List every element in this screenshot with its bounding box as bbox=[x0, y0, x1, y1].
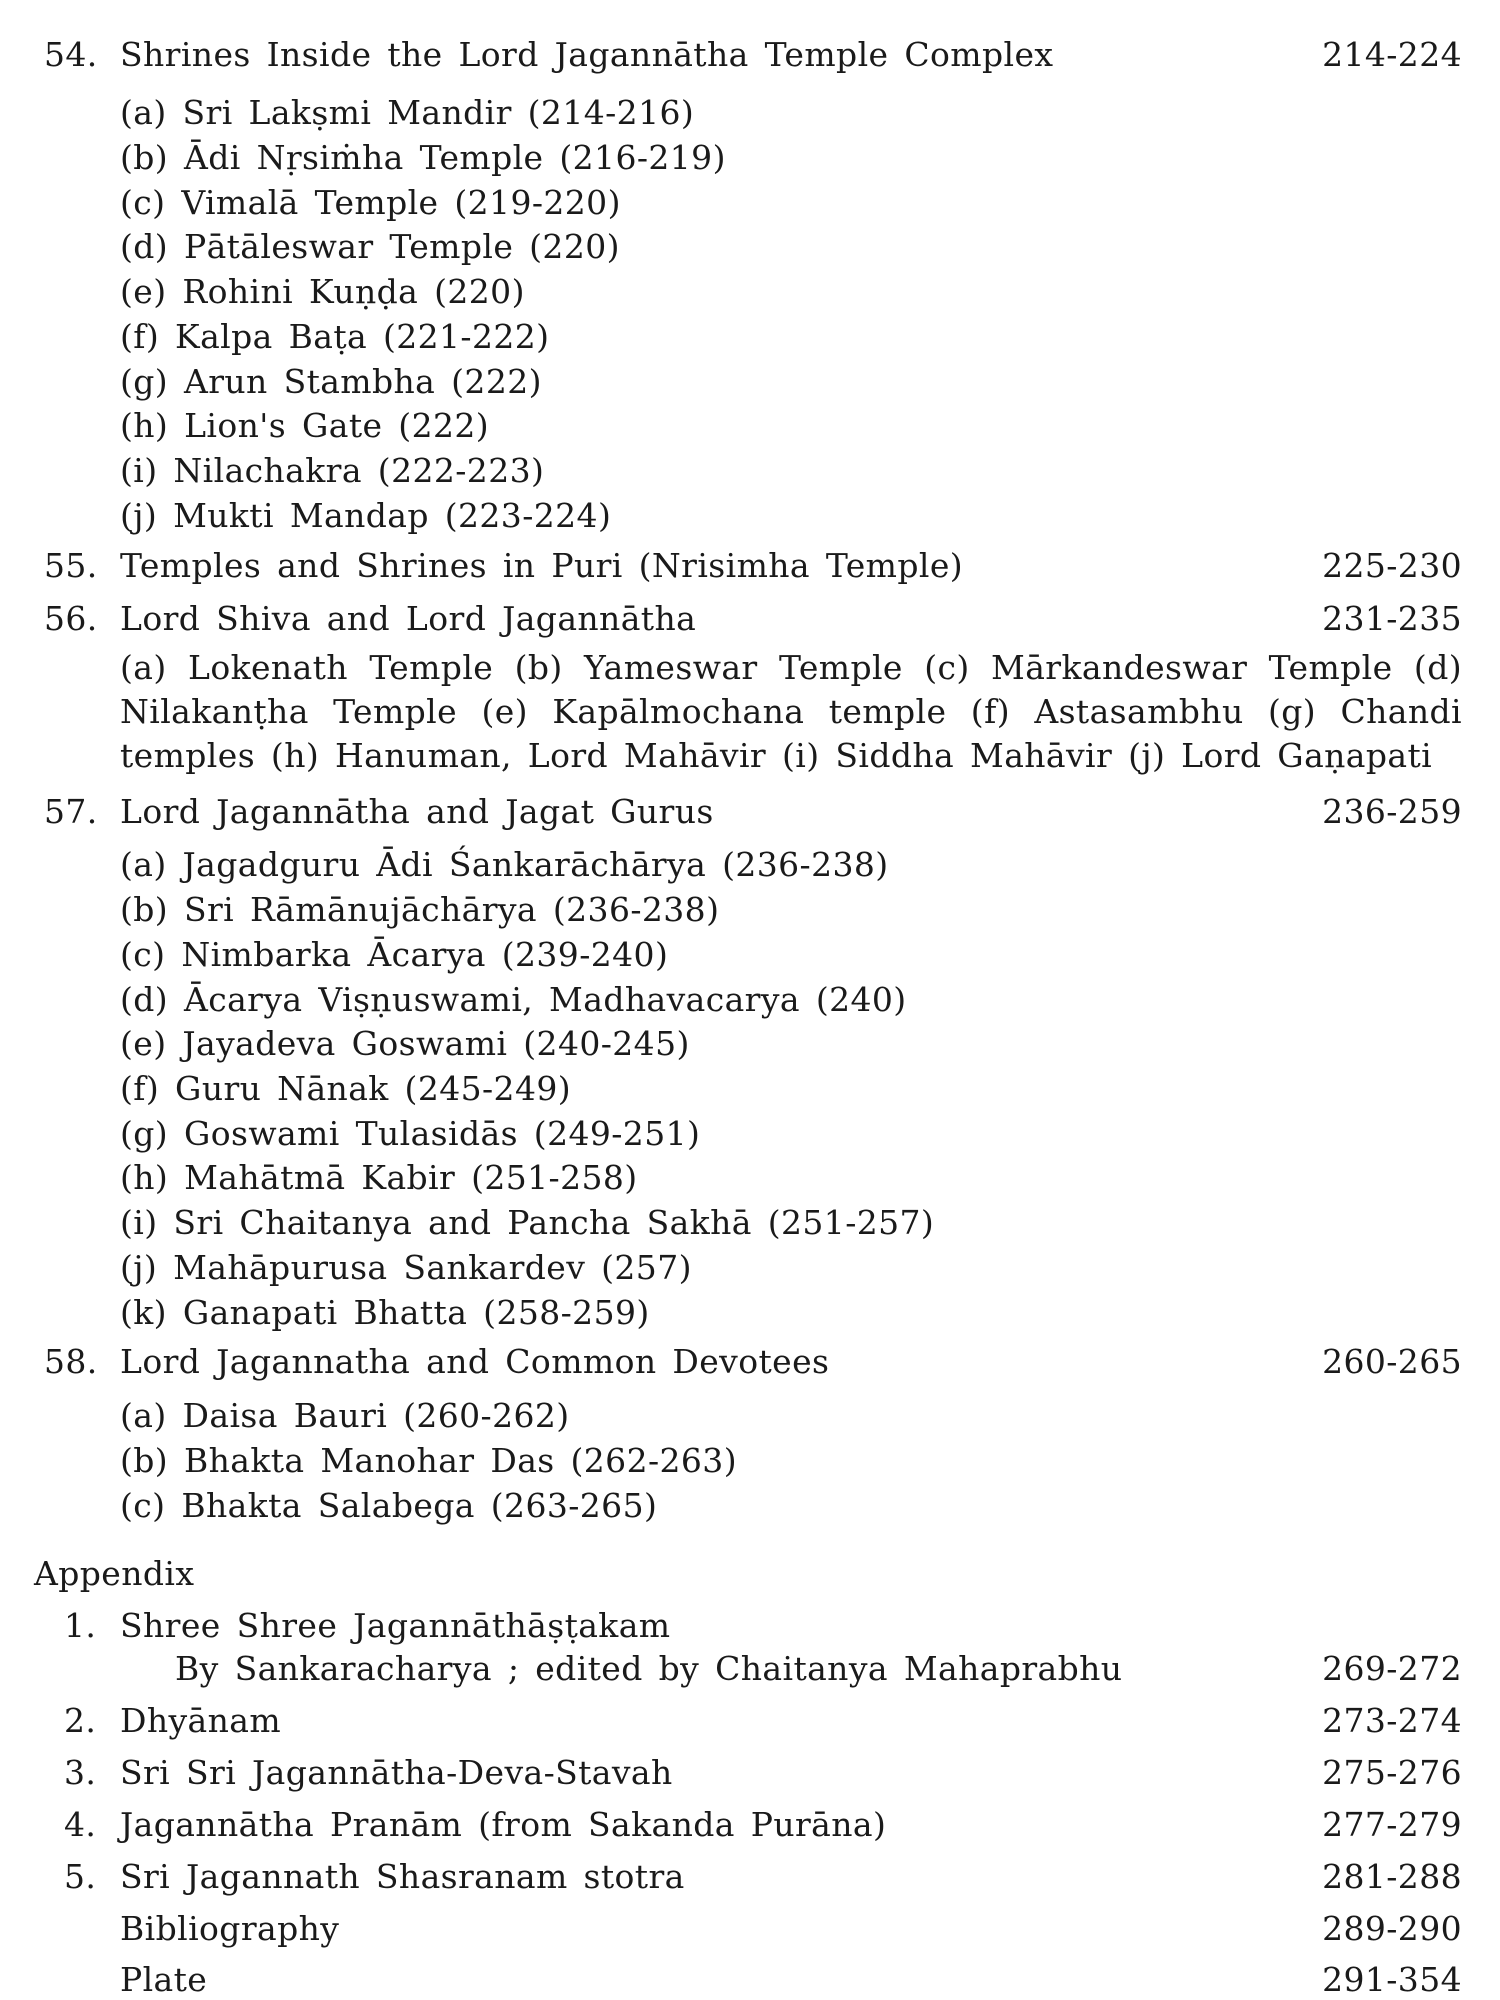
appendix-number: 1. bbox=[64, 1606, 97, 1645]
entry-pages: 214-224 bbox=[1322, 35, 1462, 74]
entry-title: Lord Shiva and Lord Jagannātha bbox=[120, 599, 697, 638]
sub-entry: (e) Jayadeva Goswami (240-245) bbox=[120, 1024, 690, 1063]
appendix-number: 4. bbox=[64, 1805, 97, 1844]
appendix-title: Dhyānam bbox=[120, 1701, 282, 1740]
entry-number: 55. bbox=[44, 546, 98, 585]
appendix-title: Sri Jagannath Shasranam stotra bbox=[120, 1857, 685, 1896]
entry-number: 57. bbox=[44, 792, 98, 831]
sub-entry: (i) Sri Chaitanya and Pancha Sakhā (251-257) bbox=[120, 1203, 935, 1242]
sub-entry: (h) Mahātmā Kabir (251-258) bbox=[120, 1158, 638, 1197]
entry-pages: 231-235 bbox=[1322, 599, 1462, 638]
sub-entry: (c) Nimbarka Ācarya (239-240) bbox=[120, 935, 669, 974]
appendix-title: Sri Sri Jagannātha-Deva-Stavah bbox=[120, 1753, 673, 1792]
sub-entry: (d) Ācarya Viṣṇuswami, Madhavacarya (240) bbox=[120, 980, 907, 1019]
appendix-number: 5. bbox=[64, 1857, 97, 1896]
appendix-pages: 275-276 bbox=[1322, 1753, 1462, 1792]
appendix-pages: 277-279 bbox=[1322, 1805, 1462, 1844]
appendix-pages: 269-272 bbox=[1322, 1649, 1462, 1688]
appendix-heading: Appendix bbox=[34, 1554, 195, 1593]
sub-entry: (k) Ganapati Bhatta (258-259) bbox=[120, 1293, 650, 1332]
appendix-subtitle: By Sankaracharya ; edited by Chaitanya Mahaprabhu bbox=[175, 1649, 1123, 1688]
appendix-title: Bibliography bbox=[120, 1909, 340, 1948]
appendix-title: Jagannātha Pranām (from Sakanda Purāna) bbox=[120, 1805, 887, 1844]
sub-entry: (f) Kalpa Baṭa (221-222) bbox=[120, 317, 550, 356]
sub-entry: (a) Daisa Bauri (260-262) bbox=[120, 1396, 570, 1435]
sub-entry: (j) Mahāpurusa Sankardev (257) bbox=[120, 1248, 692, 1287]
entry-pages: 225-230 bbox=[1322, 546, 1462, 585]
sub-entry: (i) Nilachakra (222-223) bbox=[120, 451, 545, 490]
sub-entry: (g) Arun Stambha (222) bbox=[120, 362, 542, 401]
appendix-pages: 289-290 bbox=[1322, 1909, 1462, 1948]
sub-entry: (d) Pātāleswar Temple (220) bbox=[120, 227, 620, 266]
sub-entry: (g) Goswami Tulasidās (249-251) bbox=[120, 1114, 701, 1153]
sub-entry: (a) Jagadguru Ādi Śankarāchārya (236-238) bbox=[120, 845, 889, 884]
appendix-pages: 273-274 bbox=[1322, 1701, 1462, 1740]
appendix-pages: 281-288 bbox=[1322, 1857, 1462, 1896]
sub-entry: (a) Sri Lakṣmi Mandir (214-216) bbox=[120, 93, 695, 132]
sub-entry: (b) Sri Rāmānujāchārya (236-238) bbox=[120, 890, 720, 929]
sub-entry: (h) Lion's Gate (222) bbox=[120, 406, 490, 445]
entry-number: 58. bbox=[44, 1342, 98, 1381]
entry-title: Lord Jagannātha and Jagat Gurus bbox=[120, 792, 714, 831]
entry-pages: 260-265 bbox=[1322, 1342, 1462, 1381]
appendix-title: Plate bbox=[120, 1960, 208, 1999]
appendix-title: Shree Shree Jagannāthāṣṭakam bbox=[120, 1606, 671, 1645]
sub-entry: (b) Bhakta Manohar Das (262-263) bbox=[120, 1441, 737, 1480]
sub-entry: (j) Mukti Mandap (223-224) bbox=[120, 496, 612, 535]
sub-entry-paragraph: (a) Lokenath Temple (b) Yameswar Temple (c) Mārkandeswar Temple (d) Nilakanṭha Temple (e) Kapālmochana temple (f) Astasambhu (g) Chandi temples (h) Hanuman, Lord Mahāvir (i) Siddha Mahāvir (j) Lord Gaṇapati bbox=[120, 648, 1462, 775]
sub-entry: (e) Rohini Kuṇḍa (220) bbox=[120, 272, 525, 311]
sub-entry: (b) Ādi Nṛsiṁha Temple (216-219) bbox=[120, 138, 726, 177]
sub-entry: (c) Vimalā Temple (219-220) bbox=[120, 183, 621, 222]
entry-pages: 236-259 bbox=[1322, 792, 1462, 831]
entry-title: Shrines Inside the Lord Jagannātha Temple Complex bbox=[120, 35, 1054, 74]
entry-number: 54. bbox=[44, 35, 98, 74]
entry-number: 56. bbox=[44, 599, 98, 638]
entry-title: Temples and Shrines in Puri (Nrisimha Temple) bbox=[120, 546, 964, 585]
appendix-number: 3. bbox=[64, 1753, 97, 1792]
appendix-pages: 291-354 bbox=[1322, 1960, 1462, 1999]
entry-title: Lord Jagannatha and Common Devotees bbox=[120, 1342, 830, 1381]
sub-entry: (c) Bhakta Salabega (263-265) bbox=[120, 1486, 658, 1525]
sub-entry: (f) Guru Nānak (245-249) bbox=[120, 1069, 572, 1108]
appendix-number: 2. bbox=[64, 1701, 97, 1740]
